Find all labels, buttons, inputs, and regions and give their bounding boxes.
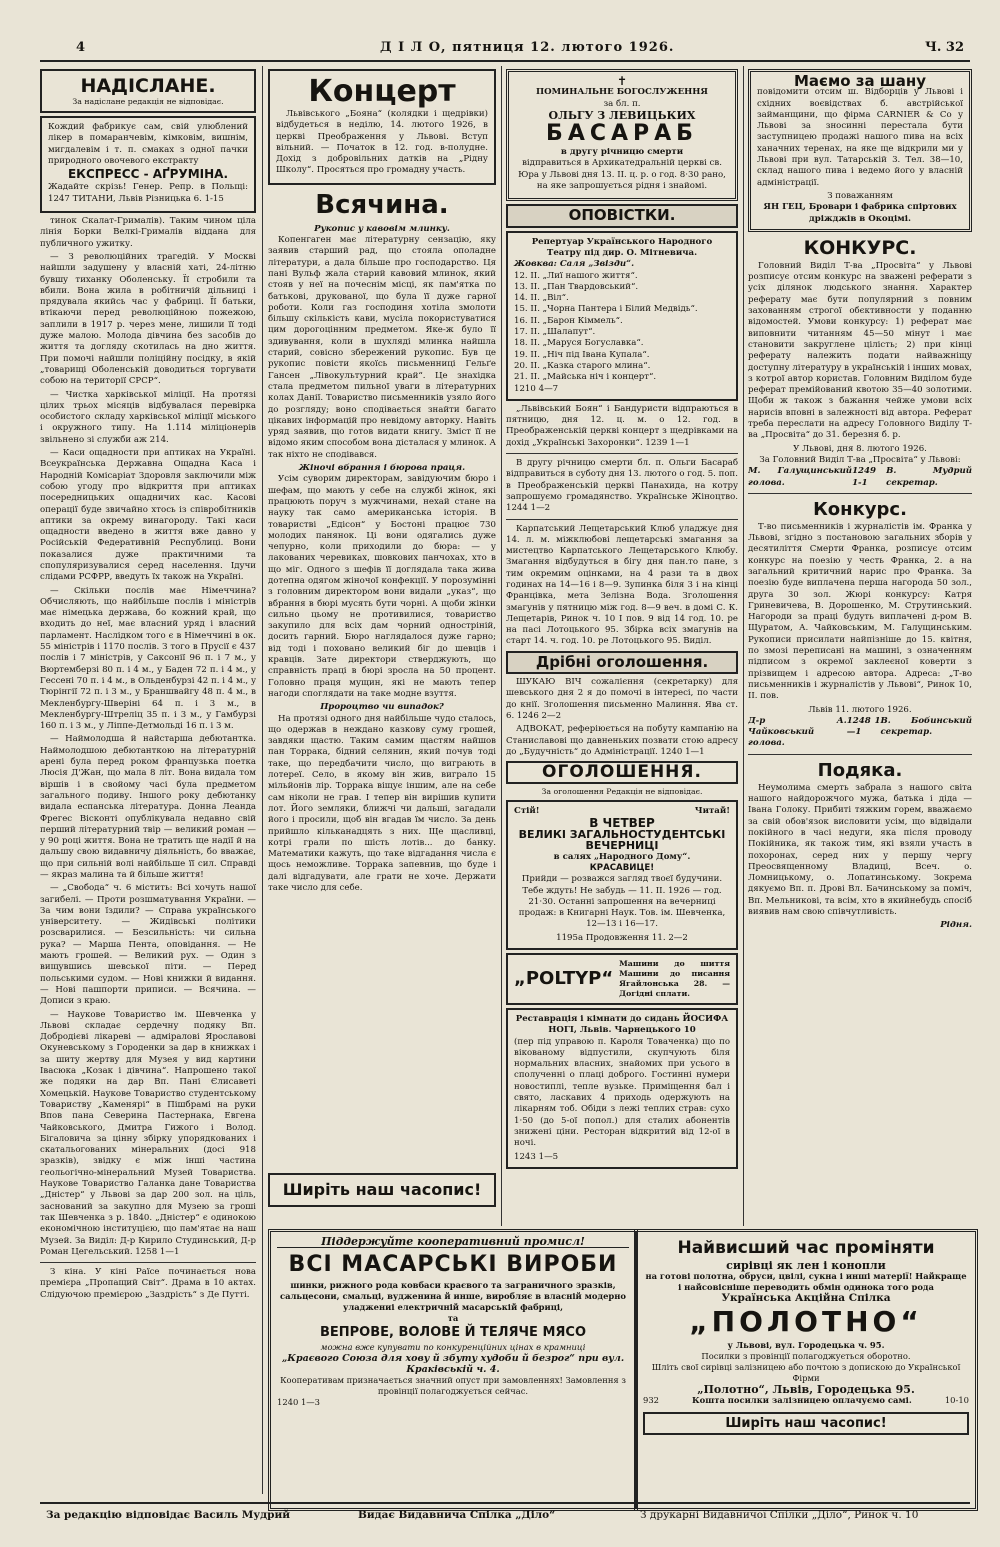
column-divider (743, 66, 744, 1226)
signature: Рідня. (940, 920, 972, 931)
memorial-name: ОЛЬГУ З ЛЕВИЦЬКИХ (548, 108, 696, 122)
article-text: Неумолима смерть забрала з нашого світа нашого найдорожчого мужа, батька і діда — Івана Голоку. Прибиті тяжким горем, вважаємо за свій обов'язок висловити усім, що відвідали покійного в часі недуги, яка після проводу Покійника, як також тим, які взяли участь в похоронах, серед них у першу чергу Преосвященному Владиці, Всеч. о. Ломницькому, о. Лопатинському. Зокрема дякуємо Вп. п. Дрові Вл. Бачинському за поміч, Вп. Мельникові, та всім, хто в якийнебудь спосіб виявив нам свою співчутливість. (748, 782, 972, 917)
event-callout: КРАСАВИЦЕ! (589, 862, 655, 873)
ad-text: на готові полотна, обруси, цвілі, сукна і инші матерії! Найкраще і найсовісніше переводить обмін одинока того рода (645, 1271, 967, 1292)
column-divider (501, 66, 502, 1226)
ad-title: Найвисший час проміняти (677, 1238, 935, 1258)
article-text: Копенгаген має літературну сензацію, яку заявив старший рад, що стояла ополадне літератури, а дала більше про господарство. Ця пані Вульф жала старий кавовий млинок, який стояв у неї на почеснім місці, як пам'ятка по батькові, друкованої, що була її дуже гарної роботи. Коли газ господиня хотіла змолоти більшу скількість кави, мусіла покористуватися цим дорогоцінним предметом. Яке-ж було її здивування, коли в шухляді млинка найшла старий, совісно збережений рукопис. Був це рукопис повісти якоїсь письменниці Гельґе Гансен „Лівокультурний край“. Це знахідка стала предметом пильної уваги в літературних колах Данії. Товариство письменників узяло його до розгляду; воно сподівається знайти багато цікавих інформацій про невідому авторку. Навіть уряд заявив, що готов видати книгу. Зміст її не відомо яким способом вона дісталася у млинок. А так ніхто не сподівався. (268, 235, 496, 460)
student-evening-ad (506, 800, 738, 950)
news-paragraph: З кіна. У кіні Раїсе починається нова премієра „Пропащий Світ“. Драма в 10 актах. Слідуючою премієрою „Заздрість“ з Де Путті. (40, 1267, 256, 1300)
ad-title: Реставрація і кімнати до сидань ЙОСИФА НОГІ, Львів. Чарнецького 10 (515, 1014, 729, 1036)
divider (748, 493, 972, 494)
article-text: Головний Виділ Т-ва „Просвіта“ у Львові розписує отсим конкурс на зважені реферати з усіх ділянок людського знання. Характер реферату має бути популярний з повним захованням строгої обєктивности у поданню відомостей. Умови конкурсу: 1) реферат має виповнити читанням 45—50 мінут і має становити закруглене цілість; 2) при кінці реферату належить подати найважніщу доступну літературу в українській і інших мовах, з котрої автор користав. Головним Виділом буде реферат премійований квотою 35—40 золотими. Щоби ж також з бажання чейже умови всіх нарисів вповні в залежності від автора. Реферат треба переслати на адресу Головного Виділу Т-ва „Просвіта“ до 31. березня б. р. (748, 260, 972, 441)
concert-title: Концерт (308, 74, 456, 109)
signature: Д-р А. Чайковський голова. (748, 715, 847, 749)
repertoire-row: 18. II. „Маруся Богуславка“. (514, 338, 644, 349)
section-subtitle: За оголошення Редакція не відповідає. (541, 787, 703, 797)
vsiachyna-title: Всячина. (315, 189, 449, 220)
restaurant-ad (506, 1008, 738, 1169)
section-title: ОПОВІСТКИ. (506, 204, 738, 227)
ad-number: 1249 1-1 (852, 466, 876, 488)
column-4 (748, 66, 972, 1226)
news-paragraph: — „Свобода“ ч. 6 містить: Всі хочуть нашої загибелі. — Проти розшматування України. — За чим вони їздили? — Справа українського університету. — Жидівські політики розсварилися. — Безсильність: чи сильна рука? — Марша Пента, оповідання. — Не мають грошей. — Великий рух. — Один з вищувшись шевської піти. — Перед польськими судом. — Нові книжки й видання. — Нові пашпорти приписи. — Всячина. — Дописи з краю. (40, 883, 256, 1007)
ad-subtitle: ВЕПРОВЕ, ВОЛОВЕ Й ТЕЛЯЧЕ МЯСО (319, 1325, 587, 1340)
ad-callout: Стій! (514, 806, 540, 817)
memorial-surname: БАСАРАБ (546, 121, 698, 147)
ad-number: 1210 4—7 (514, 383, 559, 394)
cross-icon: ✝ (616, 74, 628, 88)
ad-number: 1240 1—3 (277, 1397, 321, 1407)
concert-text: Львівського „Бояна“ (колядки і щедрівки) відбудеться в неділю, 14. лютого 1926, в церкві Преображення у Львові. Вступ вільний. — Початок в 12. год. в-полудне. Дохід з добровільних датків на „Рідну Школу“. Просяться про громадну участь. (276, 109, 488, 176)
ad-number: 1195а Продовження 11. 2—2 (556, 932, 688, 943)
agrumina-ad (40, 116, 256, 213)
memorial-text: відправиться в Архикатедральній церкві св. Юра у Львові дня 13. II. ц. р. о год. 8·30 рано, на яке запрошується рідня і знайомі. (518, 158, 726, 192)
ad-text: Кооперативам призначається значний опуст при замовленнях! Замовлення з провінції полагоджується сейчас. (280, 1375, 626, 1396)
signature: В. Бобинський секретар. (880, 715, 972, 738)
divider (40, 1262, 256, 1263)
repertoire-row: 15. II. „Чорна Пантера і Білий Медвідь“. (514, 304, 698, 315)
repertoire-row: 21. II. „Майська ніч і концерт“. (514, 372, 657, 383)
ad-text: Посилки з провінції полагоджується оборотно. (701, 1351, 911, 1361)
memorial-notice (506, 69, 738, 201)
repertoire-row: 17. II. „Шалапут“. (514, 327, 596, 338)
masthead-date: Д І Л О, пятниця 12. лютого 1926. (380, 40, 675, 55)
section-title: ОГОЛОШЕННЯ. (506, 761, 738, 784)
ad-text: (пер під управою п. Кароля Товаченка) що по вікованому відпустили, скупчують біля нормальних власних, знайомих при усього в сполученні о плаці доброго. Гостинні нумери новостиплі, тепле вузьке. Приміщення бал і свято, ласкавих 4 приходь одержують на лікарням тоб. Обіди з лежі теплих страв: сухо 1·50 (до 5-ої попол.) для сталих абонентів знижені ціни. Ресторан відкритий від 12-ої в ночі. (514, 1036, 730, 1149)
beer-ad (748, 69, 972, 232)
repertoire-box (506, 231, 738, 401)
page-header (40, 38, 970, 60)
ad-company: ЯН ГЕЦ, Бровари і фабрика спіртових дріжджів в Окоцімі. (763, 202, 957, 224)
signature: В. Мудрий секретар. (886, 466, 972, 488)
section-title: Конкурс. (813, 498, 907, 520)
printer-line: З друкарні Видавничої Спілки „Діло“, Ринок ч. 10 (640, 1509, 919, 1521)
footer-rule (40, 1502, 970, 1504)
ad-text: Жадайте скрізь! Генер. Репр. в Польщі: 1247 ТИТАНИ, Львів Різницька 6. 1-15 (48, 182, 248, 204)
ad-text: повідомити отсим ш. Відборців у Львові і східних воєвідствах б. австрійської займанщини, що фірма CARNIER & Co у Львові за зносинні перестала бути заступницею продажі нашого пива на всіх ханачних теренах, на яке ще відкрили ми у Львові при вул. Татарській 3. Тел. 38—10, склад нашого пива і ведемо його у власній адміністрації. (757, 87, 963, 188)
promo-banner: Ширіть наш часопис! (643, 1412, 969, 1435)
memorial-title: ПОМИНАЛЬНЕ БОГОСЛУЖЕННЯ (535, 87, 708, 98)
repertoire-row: 19. II. „Ніч під Івана Купала“. (514, 349, 650, 360)
ad-head: Піддержуйте кооперативний промисл! (277, 1236, 629, 1248)
news-paragraph: — Каси ощадности при аптиках на Україні. Всеукраїнська Державна Ощадна Каса і Народній Комісаріат Здоровля заключили між собою угоду про відкриття при аптиках посередницьких ощадничих кас. Касові операції буде звичайно хтось із співробітників аптики за окрему винагороду. Такі каси ощадности введено в життя вже давно у Російській Федеративній Республиці. Вони показалися дуже практичними та спопуляризувалися серед населення. Ідучи слідами РСФРР, введуть їх також на Україні. (40, 448, 256, 583)
news-paragraph: — Наукове Товариство ім. Шевченка у Львові складає сердечну подяку Вп. Добродієві лікареві — адміралові Ярославові Окуневському з Городенки за дар в книжках і за шиту жертву для Музея у вид картини Івасюка „Козак і дівчина“. Напрошено такої же подяки на дар Вп. Пані Єлисаветі Хомецькій. Наукове Товариство студентському Товариству „Каменярі“ в Пішбрамі на руки Впов пана Северина Пастернака, Евгена Чайковського, Дмитра Гижого і Волод. Бігаловича за цінну збірку упорядкованих і скатальогованих мінеральних (досі 918 зразків), звідку є між інші частина геольогічно-мінеральний Музей Товариства. Наукове Товариство Галанка дане Товариства „Дністер“ у Львові за дар 200 зол. на ціль, заснований за закупно для Музею за гроші так Шевченка з р. 1840. „Дністер“ є одинокою економічною інституцією, що пам'ятає на наш Музей. За Виділ: Д-р Кирило Студинський, Д-р Роман Цегельський. 1258 1—1 (40, 1009, 256, 1257)
date-line: Львів 11. лютого 1926. (808, 704, 912, 715)
section-title: Подяка. (817, 759, 903, 781)
ad-brand: ЕКСПРЕСС - АҐРУМІНА. (67, 167, 229, 182)
ad-title: ВСІ МАСАРСЬКІ ВИРОБИ (288, 1252, 618, 1277)
brand-name: „ПОЛОТНО“ (689, 1305, 923, 1338)
classified-text: АДВОКАТ, реферіюється на побуту кампанію на Станиславові що давненьких позвати стою адресу до „Будучність“ до Адміністрації. 1240 1—1 (506, 724, 738, 757)
ad-number: 932 (643, 1395, 659, 1405)
ad-subtitle: сирівці як лен і конопли (726, 1259, 886, 1272)
publisher-line: Видає Видавнича Спілка „Діло“ (358, 1509, 556, 1521)
ad-title: Маємо за шану (794, 72, 926, 90)
column-2 (268, 66, 496, 1226)
section-title: НАДІСЛАНЕ. (80, 75, 216, 97)
repertoire-row: 13. II. „Пан Твардовський“. (514, 281, 639, 292)
article-text: На протязі одного дня найбільше чудо сталось, що одержав в неждано казкову суму грошей, завдяки щастю. Таким самим щастям найшов пан Торрака, бідний селянин, який почув тоді таке, що передбачити число, що виграють в лотереї. Село, в якому він жив, виграло 15 мільйонів лір. Торрака віщує іншим, але на себе сам ніколи не грав. І тепер він вирішив купити лот. Його земляки, ближчі чи дальші, загадали його і просили, щоб він вгадав їм число. За день прийшло кільканадцять з них. Ще щасливці, котрі грали по шість лотів... до банку. Математики кажуть, що таке відгадання числа є щось неможливе. Торрака запевнив, що буде і далі відгадувати, але грати не хоче. Держати таке число для себе. (268, 713, 496, 893)
news-paragraph: — З революційних трагедій. У Москві найшли задушену у власній хаті, 24-літню бувшу тиханку Оболенську. Її стробили та вбили. Вона жила в робітничій дільниці і прядувала якийсь час у фабриці. Її батьки, втікаючи перед революційною пожежою, заплили в 1917 р. через мене, лишили її тоді дуже малою. Молода дівчина без засобів до життя та догляду скотилась на дно життя. При помочі найшли поліційну посідку, в якій „товарищі Оболенській доводиться торгувати собою на території СРСР“. (40, 251, 256, 387)
repertoire-row: 16. II. „Барон Кіммель“. (514, 315, 623, 326)
news-paragraph: — Наймолодша й найстарша дебютантка. Наймолодшою дебютанткою на літературній арені була перед роком французька поетка Люсія Д'Жан, що мала 8 літ. Вона видала том віршів і в свойому часі була предметом загального подиву. Іншого року дебютанку видала еспанська література. Донна Леанда Фрегес Вісконті опублікувала недавно свій перший літературний твір — великий роман — у 90 році життя. Вона не тратить ще надії й на дальшу свою видавничу діяльність, бо вважає, що при сильній волі найбільше її сил. Справді — якраз малина та й більше життя! (40, 734, 256, 880)
page-number: 4 (76, 40, 86, 55)
news-paragraph: тинок Скалат-Грималів). Таким чином ціла лінія Борки Велкі-Грималів віддана для публичного ужитку. (40, 216, 256, 249)
divider (748, 754, 972, 755)
ad-text: Машини до шиття Машини до писання Ягайлонська 28. — Догідні сплати. (619, 959, 730, 998)
article-heading: Жіночі вбрання і бюрова праця. (298, 463, 466, 474)
ad-text: шинки, рижного рода ковбаси краєвого та заграничного зразків, сальцесони, смальці, вудженина й инше, виробляє в власній модерно уладжениі електричній масарській фабриці, (279, 1280, 626, 1312)
signature: М. Галущинський голова. (748, 466, 853, 488)
divider (506, 519, 738, 520)
repertoire-row: 12. II. „Лиї нашого життя“. (514, 270, 638, 281)
memorial-for: за бл. п. (603, 98, 641, 109)
ad-number: 10-10 (944, 1395, 969, 1405)
ad-text: можна вже купувати по конкуренційних цінах в крамниці (320, 1342, 586, 1352)
meat-products-ad (268, 1229, 638, 1511)
article-text: Т-во письменників і журналістів ім. Франка у Львові, згідно з постановою загальних зборів у десятиліття Смерти Франка, розписує отсим конкурс на поезію у честь Франка, 2. а на загальний критичний нарис про Франка. За поезію буде виплачена перша нагорода 50 зол., друга 30 зол. Жюрі конкурсу: Катря Гриневичева, В. Дорошенко, М. Струтинський. Нагороди за праці будуть виплачені д-ром В. Щуратом, А. Чайковським, М. Галущинським. Рукописи присилати найпізніше до 15. квітня, по змозі переписані на машині, з означенням підписом з окремої заклеєної коверти з прізвищем і адресою автора. Адреса: „Т-во письменників і журналістів у Львові“, Ринок 10, II. пов. (748, 521, 972, 702)
repertoire-heading: Репертуар Українського Народного Театру під дир. О. Мітневича. (531, 236, 713, 258)
article-text: Усім суворим директорам, завідуючим бюро і шефам, що мають у себе на службі жінок, які працюють поруч з мужчинами, нехай стане на науку так само американська історія. В товаристві „Едісон“ у Бостоні працює 730 молодих панянок. Ці вони одягались дуже чепурно, коли приходили до бюра: — у лакованих черевиках, шовкових панчохах, хто в що міг. Одного з шефів її доглядала така жива дотепна одягом жіночої конфекції. У порозумінні з головним директором вони видали „указ“, що вбрання в бюрі мусять бути чорні. А щоби жінки сильно цьому не противилися, товариство закупило для всіх дам чорний одностріній, досить гарний. Бюро наглядалося дуже гарно; від тоді і поховано великий біг до шевців і кравців. Зате директори стверджують, що справність праці в бюрі зросла на 50 процент. Головно праця мущин, які не мають тепер нагоди споглядати на таке модне взуття. (268, 474, 496, 699)
memorial-sub: в другу річницю смерти (560, 147, 684, 158)
ad-text: та (447, 1313, 459, 1323)
polotno-ad (634, 1229, 978, 1511)
ad-number: 1243 1—5 (514, 1151, 559, 1162)
repertoire-row: 14. II. „Віл“. (514, 293, 569, 304)
event-day: В ЧЕТВЕР (589, 815, 655, 830)
concert-box (268, 69, 496, 185)
ad-firm: „Полотно“, Львів, Городецька 95. (697, 1383, 915, 1396)
news-paragraph: — Скільки послів має Німеччина? Обчисляють, що найбільше послів і міністрів має німецька держава, бо кожний край, що входить до неї, має власний уряд і власний парламент. Наслідком того є в Німеччині в ок. 55 міністрів і 1170 послів. З того в Прусії є 437 послів і 7 міністрів, у Саксонії 96 п. і 7 м., у Вюртемберзі 80 п. і 4 м., у Баден 72 п. і 4 м., у Гессені 70 п. і 4 м., в Ольденбурзі 42 п. і 4 м., у Тюрінгії 72 п. і 3 м., у Браншвайгу 48 п. 4 м., в Мекленбургу-Шверіні 64 п. і 3 м., в Мекленбургу-Штреліц 35 п. і 3 м., у Гамбурзі 160 п. і 3 м., у Ліппе-Детмольді 16 п. і 3 м. (40, 585, 256, 732)
column-3 (506, 66, 738, 1226)
event-place: в салях „Народного Дому“. (553, 851, 691, 862)
event-text: Прийди — розважся загляд твоєї будучини. Тебе ждуть! Не забудь — 11. II. 1926 — год. 21·30. Останні запрошення на вечерниці продаж: в Книгарні Наук. Тов. ім. Шевченка, 12—13 і 16—17. (518, 874, 726, 930)
date-line: У Львові, дня 8. лютого 1926. (793, 443, 927, 454)
ad-text: Кождий фабрикує сам, свій улюблений лікер в помаранчевім, кімковім, вишнім, мигдалевім і т. п. смаках з одної пачки природного овочевого екстракту (48, 122, 248, 166)
repertoire-list (514, 271, 730, 384)
divider (506, 453, 738, 454)
article-heading: Рукопис у кавовім млинку. (314, 223, 450, 234)
ad-text: Шліть свої сирівці залізницею або почтою з допискою до Української Фірми (651, 1362, 961, 1383)
ad-text: Кошта посилки залізницею оплачуємо самі. (692, 1395, 912, 1405)
repertoire-place: Жовква: Саля „Звізди“. (514, 259, 635, 270)
section-title: КОНКУРС. (803, 236, 917, 259)
issue-number: Ч. 32 (924, 40, 964, 55)
ad-org: Українська Акційна Спілка (721, 1292, 891, 1304)
nadislane-box (40, 69, 256, 113)
promo-banner: Ширіть наш часопис! (268, 1173, 496, 1207)
ad-callout: Читай! (694, 806, 730, 817)
org-line: За Головний Виділ Т-ва „Просвіта“ у Львові: (759, 454, 961, 465)
notice-text: „Львівський Боян“ і Бандуристи відпраються в пятницю, дня 12. ц. м. о 12. год. в Преображенській церкві концерт з щедрівками на дохід „Українські Захоронки“. 1239 1—1 (506, 403, 738, 448)
header-rule (40, 60, 970, 62)
brand-name: „POLTYP“ (514, 968, 614, 990)
editor-line: За редакцію відповідає Василь Мудрий (46, 1509, 291, 1521)
article-heading: Пророцтво чи випадок? (320, 702, 444, 713)
repertoire-row: 20. II. „Казка старого млина“. (514, 360, 651, 371)
event-title: ВЕЛИКІ ЗАГАЛЬНОСТУДЕНТСЬКІ ВЕЧЕРНИЦІ (518, 828, 726, 853)
notice-text: В другу річницю смерти бл. п. Ольги Басараб відправиться в суботу дня 13. лютого о год. 5. поп. в Преображенській церкві Панахида, на котру запрошуємо громадянство. Українське Жіноцтво. 1244 1—2 (506, 458, 738, 514)
column-divider (262, 66, 263, 1494)
section-subtitle: За надіслане редакція не відповідає. (72, 97, 224, 106)
classified-text: ШУКАЮ ВІЧ сожалієння (секретарку) для шевського дня 2 я до помочі в інтересі, по части до кнії. Зголошення письменно Малиння. Ява ст. 6. 1246 2—2 (506, 677, 738, 721)
ad-store: „Краєвого Союза для хову й збуту худоби й безрог“ при вул. Краківській ч. 4. (281, 1353, 625, 1375)
notice-text: Карпатський Лещетарський Клюб уладжує дня 14. л. м. міжклюбові лещетарські змагання за мистецтво Карпатського Лещетарського Клюбу. Змагання відбудуться в бігу дня пан.то пане, з тим окремим оцінками, на 4 рази та в двох годинах на 14—16 і 8—9. Зупинка біля 3 і на кінці Францівка, мета Зелізна Вода. Зголошення змагунів у пятницю між год. 8—9 веч. в домі С. К. Лещетарів, Ринок ч. 10 І пов. 9 від 14 год. 10. ре на пасі Лотоцького 95. Збірка всіх змагунів на старт 14. ч. год. 10. ре Лотоцького 95. Виділ. (506, 523, 738, 647)
ad-address: у Львові, вул. Городецька ч. 95. (727, 1340, 885, 1350)
poltur-ad (506, 953, 738, 1005)
column-1 (40, 66, 256, 1502)
ad-number: 1248 1—1 (846, 715, 881, 738)
section-title: Дрібні оголошення. (506, 651, 738, 674)
news-paragraph: — Чистка харківської міліції. На протязі цілих трьох місяців відбувалася перевірка особистого складу харківської міліції міського і окружного типу. На 1.114 міліціонерів звільнено зі служби аж 214. (40, 389, 256, 445)
ad-sign: З поважанням (827, 190, 893, 201)
